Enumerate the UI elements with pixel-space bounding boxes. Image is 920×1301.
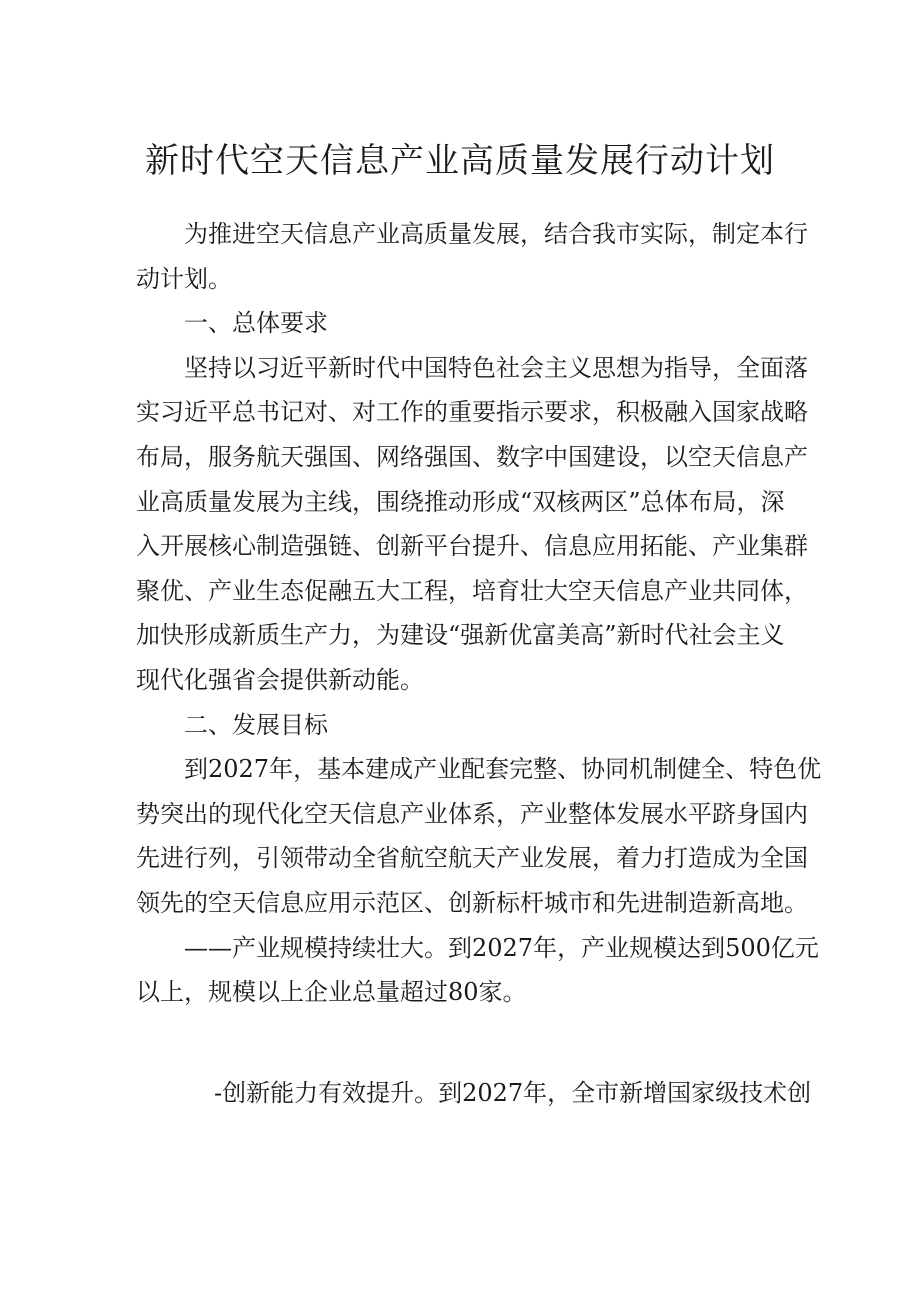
document-title: 新时代空天信息产业高质量发展行动计划 [145, 140, 775, 181]
paragraph-line: 布局，服务航天强国、网络强国、数字中国建设，以空天信息产 [136, 442, 808, 471]
paragraph-line: 到2027年，基本建成产业配套完整、协同机制健全、特色优 [184, 755, 822, 784]
paragraph-line: 入开展核心制造强链、创新平台提升、信息应用拓能、产业集群 [136, 532, 808, 561]
paragraph-gap [136, 1015, 792, 1071]
paragraph-line: 实习近平总书记对、对工作的重要指示要求，积极融入国家战略 [136, 398, 808, 427]
intro-line: 动计划。 [136, 264, 232, 293]
intro-line: 为推进空天信息产业高质量发展，结合我市实际，制定本行 [184, 220, 808, 248]
section-heading: 一、总体要求 [184, 309, 328, 338]
target-line: 以上，规模以上企业总量超过80家。 [136, 978, 527, 1007]
paragraph-line: 业高质量发展为主线，围绕推动形成“双核两区”总体布局，深 [136, 487, 785, 516]
paragraph-line: 领先的空天信息应用示范区、创新标杆城市和先进制造新高地。 [136, 888, 808, 917]
paragraph-line: 现代化强省会提供新动能。 [136, 665, 424, 694]
paragraph-line: 加快形成新质生产力，为建设“强新优富美高”新时代社会主义 [136, 621, 785, 650]
target-line: ——产业规模持续壮大。到2027年，产业规模达到500亿元 [184, 933, 819, 962]
paragraph-line: 先进行列，引领带动全省航空航天产业发展，着力打造成为全国 [136, 844, 808, 873]
document-body [136, 212, 822, 1115]
paragraph-line: 势突出的现代化空天信息产业体系，产业整体发展水平跻身国内 [136, 799, 808, 828]
target-line: -创新能力有效提升。到2027年，全市新增国家级技术创 [214, 1078, 812, 1107]
section-heading: 二、发展目标 [184, 710, 328, 739]
paragraph-line: 坚持以习近平新时代中国特色社会主义思想为指导，全面落 [184, 353, 808, 382]
paragraph-line: 聚优、产业生态促融五大工程，培育壮大空天信息产业共同体， [136, 576, 808, 605]
